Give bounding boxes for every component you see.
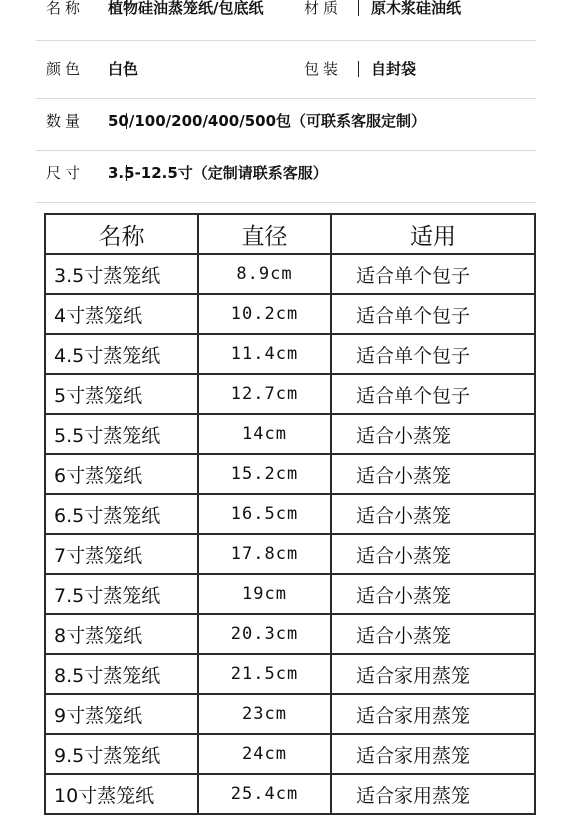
table-row [45, 494, 535, 534]
spec-row-size [36, 150, 536, 203]
cell-name: 10寸蒸笼纸 [45, 774, 198, 814]
cell-usage: 适合小蒸笼 [331, 494, 535, 534]
table-row [45, 374, 535, 414]
table-row [45, 334, 535, 374]
cell-usage: 适合家用蒸笼 [331, 734, 535, 774]
spec-label-size: 尺寸 [46, 164, 85, 182]
cell-usage: 适合家用蒸笼 [331, 654, 535, 694]
cell-name: 7寸蒸笼纸 [45, 534, 198, 574]
cell-name: 5.5寸蒸笼纸 [45, 414, 198, 454]
cell-usage: 适合单个包子 [331, 334, 535, 374]
table-row [45, 294, 535, 334]
cell-diameter: 19cm [198, 574, 331, 614]
cell-usage: 适合单个包子 [331, 374, 535, 414]
cell-diameter: 17.8cm [198, 534, 331, 574]
spec-row-quantity [36, 98, 536, 151]
cell-name: 3.5寸蒸笼纸 [45, 254, 198, 294]
cell-usage: 适合小蒸笼 [331, 534, 535, 574]
cell-name: 7.5寸蒸笼纸 [45, 574, 198, 614]
cell-diameter: 21.5cm [198, 654, 331, 694]
table-row [45, 774, 535, 814]
cell-name: 6.5寸蒸笼纸 [45, 494, 198, 534]
cell-name: 8.5寸蒸笼纸 [45, 654, 198, 694]
cell-diameter: 20.3cm [198, 614, 331, 654]
cell-usage: 适合单个包子 [331, 294, 535, 334]
cell-name: 4寸蒸笼纸 [45, 294, 198, 334]
spec-value-color: 白色 [108, 60, 139, 78]
cell-name: 4.5寸蒸笼纸 [45, 334, 198, 374]
cell-diameter: 14cm [198, 414, 331, 454]
cell-diameter: 11.4cm [198, 334, 331, 374]
spec-label-name: 名称 [46, 0, 85, 17]
cell-diameter: 8.9cm [198, 254, 331, 294]
table-row [45, 254, 535, 294]
cell-name: 9.5寸蒸笼纸 [45, 734, 198, 774]
table-row [45, 534, 535, 574]
spec-row-name-material [36, 0, 536, 41]
table-row [45, 414, 535, 454]
spec-label-packaging: 包装 [304, 60, 343, 78]
table-row [45, 614, 535, 654]
cell-diameter: 15.2cm [198, 454, 331, 494]
spec-value-quantity: 50/100/200/400/500包（可联系客服定制） [108, 112, 427, 130]
spec-label-quantity: 数量 [46, 112, 85, 130]
spec-separator [358, 61, 359, 77]
spec-value-packaging: 自封袋 [371, 60, 417, 78]
cell-name: 5寸蒸笼纸 [45, 374, 198, 414]
cell-usage: 适合小蒸笼 [331, 414, 535, 454]
cell-usage: 适合家用蒸笼 [331, 694, 535, 734]
table-row [45, 654, 535, 694]
cell-name: 9寸蒸笼纸 [45, 694, 198, 734]
table-header-row [45, 214, 535, 254]
cell-name: 8寸蒸笼纸 [45, 614, 198, 654]
spec-label-material: 材质 [304, 0, 343, 17]
spec-separator [358, 0, 359, 16]
cell-diameter: 12.7cm [198, 374, 331, 414]
cell-diameter: 23cm [198, 694, 331, 734]
cell-diameter: 16.5cm [198, 494, 331, 534]
header-name: 名称 [45, 214, 198, 254]
cell-name: 6寸蒸笼纸 [45, 454, 198, 494]
cell-usage: 适合小蒸笼 [331, 574, 535, 614]
spec-value-name: 植物硅油蒸笼纸/包底纸 [108, 0, 264, 17]
header-diameter: 直径 [198, 214, 331, 254]
cell-usage: 适合小蒸笼 [331, 454, 535, 494]
table-row [45, 734, 535, 774]
spec-row-color-packaging [36, 46, 536, 99]
cell-usage: 适合小蒸笼 [331, 614, 535, 654]
header-usage: 适用 [331, 214, 535, 254]
cell-diameter: 25.4cm [198, 774, 331, 814]
spec-value-material: 原木浆硅油纸 [371, 0, 462, 17]
cell-usage: 适合家用蒸笼 [331, 774, 535, 814]
size-table [44, 213, 536, 815]
table-row [45, 694, 535, 734]
spec-value-size: 3.5-12.5寸（定制请联系客服） [108, 164, 328, 182]
table-row [45, 574, 535, 614]
table-row [45, 454, 535, 494]
cell-diameter: 10.2cm [198, 294, 331, 334]
spec-label-color: 颜色 [46, 60, 85, 78]
cell-usage: 适合单个包子 [331, 254, 535, 294]
cell-diameter: 24cm [198, 734, 331, 774]
